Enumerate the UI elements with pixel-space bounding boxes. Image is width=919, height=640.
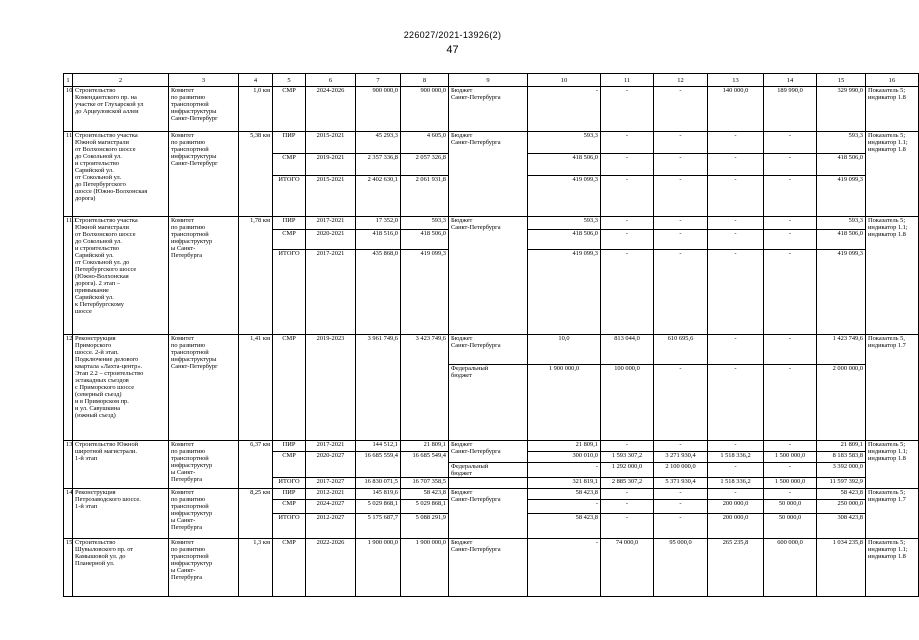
work-type: СМР <box>273 230 306 250</box>
estimated-cost: 435 868,0 <box>356 250 401 335</box>
object-length: 8,25 км <box>239 489 273 539</box>
remaining-cost: 900 000,0 <box>401 87 449 132</box>
funding-value: - <box>654 87 708 132</box>
funding-value: 329 990,0 <box>817 87 866 132</box>
funding-source: Бюджет Санкт-Петербурга <box>449 335 528 365</box>
funding-value: 21 809,1 <box>528 441 601 452</box>
work-type: ПИР <box>273 132 306 154</box>
target-indicator: Показатель 5, индикатор 1.7 <box>866 335 919 441</box>
estimated-cost: 144 512,1 <box>356 441 401 452</box>
funding-value: - <box>654 132 708 154</box>
funding-value: 200 000,0 <box>708 500 764 514</box>
funding-value: - <box>601 176 654 217</box>
remaining-cost: 5 029 868,1 <box>401 500 449 514</box>
funding-value: 8 183 583,8 <box>817 452 866 463</box>
col-number: 5 <box>273 74 306 87</box>
funding-value: - <box>601 87 654 132</box>
row-number: 12 <box>64 335 73 441</box>
funding-value: 1 500 000,0 <box>764 478 817 489</box>
document-code: 226027/2021-13926(2) <box>403 30 502 40</box>
target-indicator: Показатель 5; индикатор 1.1; индикатор 1.8 <box>866 132 919 217</box>
responsible-org: Комитет по развитию транспортной инфраструктуры Санкт-Петербург <box>169 132 239 217</box>
funding-value: - <box>601 154 654 176</box>
col-number: 15 <box>817 74 866 87</box>
col-number: 2 <box>73 74 169 87</box>
funding-value: 593,3 <box>817 132 866 154</box>
funding-value: - <box>654 176 708 217</box>
estimated-cost: 17 352,0 <box>356 217 401 230</box>
funding-value: - <box>764 463 817 478</box>
object-length: 1,3 км <box>239 539 273 597</box>
funding-value: 419 099,3 <box>528 250 601 335</box>
funding-value: 600 000,0 <box>764 539 817 597</box>
funding-value: 50 000,0 <box>764 514 817 539</box>
work-period: 2020-2027 <box>306 452 356 478</box>
funding-value: 58 423,8 <box>817 489 866 500</box>
col-number: 14 <box>764 74 817 87</box>
funding-value: - <box>601 500 654 514</box>
funding-value: - <box>528 500 601 514</box>
target-indicator: Показатель 5; индикатор 1.1; индикатор 1.8 <box>866 539 919 597</box>
col-number: 1 <box>64 74 73 87</box>
object-length: 5,38 км <box>239 132 273 217</box>
funding-source: Бюджет Санкт-Петербурга <box>449 217 528 335</box>
remaining-cost: 21 809,1 <box>401 441 449 452</box>
funding-value: 1 034 235,8 <box>817 539 866 597</box>
funding-value: 50 000,0 <box>764 500 817 514</box>
object-length: 1,41 км <box>239 335 273 441</box>
funding-value: 10,0 <box>528 335 601 365</box>
funding-value: - <box>601 250 654 335</box>
object-length: 1,78 км <box>239 217 273 335</box>
estimated-cost: 16 685 559,4 <box>356 452 401 478</box>
funding-value: 418 506,0 <box>528 230 601 250</box>
funding-value: - <box>764 250 817 335</box>
row-number: 11 <box>64 132 73 217</box>
work-period: 2015-2021 <box>306 132 356 154</box>
object-name: Строительство участка Южной магистрали от Волхонского шоссе до Сокольной ул. и строительство Сарийской ул. от Сокольной ул. до Петербургского шоссе (Южно-Волхонская дорога) <box>73 132 169 217</box>
col-number: 4 <box>239 74 273 87</box>
funding-source: Бюджет Санкт-Петербурга <box>449 132 528 217</box>
work-period: 2017-2027 <box>306 478 356 489</box>
work-period: 2022-2026 <box>306 539 356 597</box>
funding-value: - <box>654 217 708 230</box>
funding-value: 140 000,0 <box>708 87 764 132</box>
work-type: ИТОГО <box>273 478 306 489</box>
funding-value: - <box>654 489 708 500</box>
row-number: 14 <box>64 489 73 539</box>
funding-value: 321 819,1 <box>528 478 601 489</box>
funding-value: 418 506,0 <box>817 154 866 176</box>
funding-value: 593,3 <box>817 217 866 230</box>
funding-value: 418 506,0 <box>817 230 866 250</box>
work-period: 2017-2021 <box>306 217 356 230</box>
funding-value: 308 423,8 <box>817 514 866 539</box>
work-type: ПИР <box>273 217 306 230</box>
funding-value: - <box>601 514 654 539</box>
target-indicator: Показатель 5; индикатор 1.1; индикатор 1.8 <box>866 441 919 489</box>
funding-value: 1 423 749,6 <box>817 335 866 365</box>
col-number: 16 <box>866 74 919 87</box>
funding-value: - <box>654 365 708 441</box>
estimated-cost: 5 029 868,1 <box>356 500 401 514</box>
table-row <box>64 441 919 452</box>
work-period: 2017-2021 <box>306 250 356 335</box>
object-length: 1,0 км <box>239 87 273 132</box>
row-number: 15 <box>64 539 73 597</box>
col-number: 8 <box>401 74 449 87</box>
remaining-cost: 16 707 358,5 <box>401 478 449 489</box>
funding-value: - <box>708 132 764 154</box>
table-row <box>64 489 919 500</box>
funding-value: - <box>654 250 708 335</box>
funding-value: 813 044,0 <box>601 335 654 365</box>
funding-source: Федеральный бюджет <box>449 365 528 441</box>
funding-value: 200 000,0 <box>708 514 764 539</box>
object-name: Строительство Южной широтной магистрали. 1-й этап <box>73 441 169 489</box>
work-period: 2020-2021 <box>306 230 356 250</box>
remaining-cost: 5 088 291,9 <box>401 514 449 539</box>
funding-value: 593,3 <box>528 217 601 230</box>
table-row <box>64 217 919 230</box>
estimated-cost: 2 402 630,1 <box>356 176 401 217</box>
estimated-cost: 45 293,3 <box>356 132 401 154</box>
col-number: 6 <box>306 74 356 87</box>
funding-value: - <box>708 230 764 250</box>
funding-value: 1 500 000,0 <box>764 452 817 463</box>
funding-value: 1 593 307,2 <box>601 452 654 463</box>
table-row <box>64 132 919 154</box>
funding-value: - <box>601 489 654 500</box>
funding-value: - <box>764 335 817 365</box>
col-number: 9 <box>449 74 528 87</box>
remaining-cost: 3 423 749,6 <box>401 335 449 441</box>
responsible-org: Комитет по развитию транспортной инфраструктур ы Санкт- Петербурга <box>169 489 239 539</box>
funding-value: 2 000 000,0 <box>817 365 866 441</box>
funding-value: - <box>708 489 764 500</box>
object-length: 6,37 км <box>239 441 273 489</box>
funding-value: 11 597 392,9 <box>817 478 866 489</box>
page-number: 47 <box>446 44 459 56</box>
work-period: 2012-2021 <box>306 489 356 500</box>
row-number: 10 <box>64 87 73 132</box>
remaining-cost: 4 605,0 <box>401 132 449 154</box>
work-period: 2024-2027 <box>306 500 356 514</box>
funding-value: - <box>601 217 654 230</box>
responsible-org: Комитет по развитию транспортной инфраструктур ы Санкт- Петербурга <box>169 539 239 597</box>
row-number: 11.1 <box>64 217 73 335</box>
funding-value: 58 423,8 <box>528 514 601 539</box>
funding-value: - <box>601 441 654 452</box>
remaining-cost: 2 057 326,8 <box>401 154 449 176</box>
funding-value: - <box>601 230 654 250</box>
work-period: 2015-2021 <box>306 176 356 217</box>
funding-value: 74 000,0 <box>601 539 654 597</box>
work-period: 2012-2027 <box>306 514 356 539</box>
work-period: 2017-2021 <box>306 441 356 452</box>
work-type: СМР <box>273 452 306 478</box>
work-type: ИТОГО <box>273 514 306 539</box>
funding-value: - <box>654 514 708 539</box>
work-type: ИТОГО <box>273 176 306 217</box>
estimated-cost: 1 900 000,0 <box>356 539 401 597</box>
col-number: 7 <box>356 74 401 87</box>
responsible-org: Комитет по развитию транспортной инфраструктур ы Санкт- Петербурга <box>169 217 239 335</box>
estimated-cost: 145 819,6 <box>356 489 401 500</box>
work-type: СМР <box>273 87 306 132</box>
column-numbers-row <box>64 74 919 87</box>
object-name: Реконструкция Приморского шоссе. 2-й этап. Подключение делового квартала «Лахта-центр». Этап 2.2 – строительство эстакадных съездов с Приморского шоссе (северный съезд) и в Приморском пр. и ул. Савушкина (южный съезд) <box>73 335 169 441</box>
funding-value: 95 000,0 <box>654 539 708 597</box>
funding-value: - <box>708 365 764 441</box>
funding-value: - <box>708 463 764 478</box>
row-number: 13 <box>64 441 73 489</box>
col-number: 10 <box>528 74 601 87</box>
funding-value: - <box>764 441 817 452</box>
funding-source: Бюджет Санкт-Петербурга <box>449 539 528 597</box>
work-type: СМР <box>273 539 306 597</box>
funding-value: - <box>764 230 817 250</box>
estimated-cost: 2 357 336,8 <box>356 154 401 176</box>
estimated-cost: 16 830 071,5 <box>356 478 401 489</box>
funding-value: 1 900 000,0 <box>528 365 601 441</box>
work-type: СМР <box>273 500 306 514</box>
funding-value: - <box>528 539 601 597</box>
funding-value: - <box>654 154 708 176</box>
funding-source: Бюджет Санкт-Петербурга <box>449 489 528 539</box>
funding-value: 419 099,3 <box>528 176 601 217</box>
funding-value: 2 885 307,2 <box>601 478 654 489</box>
work-type: СМР <box>273 335 306 441</box>
funding-value: 419 099,3 <box>817 176 866 217</box>
col-number: 3 <box>169 74 239 87</box>
remaining-cost: 58 423,8 <box>401 489 449 500</box>
funding-value: - <box>764 365 817 441</box>
funding-value: - <box>654 500 708 514</box>
target-indicator: Показатель 5; индикатор 1.1; индикатор 1.8 <box>866 217 919 335</box>
table-row <box>64 335 919 365</box>
funding-value: 419 099,3 <box>817 250 866 335</box>
remaining-cost: 419 099,3 <box>401 250 449 335</box>
funding-value: 189 990,0 <box>764 87 817 132</box>
work-period: 2019-2021 <box>306 154 356 176</box>
funding-value: - <box>708 176 764 217</box>
funding-value: - <box>708 217 764 230</box>
work-period: 2019-2023 <box>306 335 356 441</box>
funding-value: 300 010,0 <box>528 452 601 463</box>
remaining-cost: 2 061 931,8 <box>401 176 449 217</box>
object-name: Строительство Шувыловского пр. от Камышовой ул. до Планерной ул. <box>73 539 169 597</box>
program-table <box>63 73 919 597</box>
funding-value: 1 292 000,0 <box>601 463 654 478</box>
funding-source: Бюджет Санкт-Петербурга <box>449 87 528 132</box>
funding-value: - <box>764 489 817 500</box>
funding-value: 3 392 000,0 <box>817 463 866 478</box>
work-type: ПИР <box>273 489 306 500</box>
funding-source: Бюджет Санкт-Петербурга <box>449 441 528 463</box>
responsible-org: Комитет по развитию транспортной инфраструктуры Санкт-Петербург <box>169 87 239 132</box>
funding-value: - <box>764 217 817 230</box>
funding-value: - <box>708 441 764 452</box>
work-type: СМР <box>273 154 306 176</box>
col-number: 11 <box>601 74 654 87</box>
estimated-cost: 3 961 749,6 <box>356 335 401 441</box>
funding-value: - <box>708 250 764 335</box>
funding-value: 593,3 <box>528 132 601 154</box>
funding-value: - <box>708 154 764 176</box>
responsible-org: Комитет по развитию транспортной инфраструктур ы Санкт- Петербурга <box>169 441 239 489</box>
work-period: 2024-2026 <box>306 87 356 132</box>
object-name: Строительство Комендантского пр. на участке от Глухарской ул до Арцеуловской аллеи <box>73 87 169 132</box>
funding-value: - <box>764 176 817 217</box>
target-indicator: Показатель 5; индикатор 1.8 <box>866 87 919 132</box>
funding-value: - <box>764 154 817 176</box>
funding-source: Федеральный бюджет <box>449 463 528 478</box>
remaining-cost: 593,3 <box>401 217 449 230</box>
work-type: ИТОГО <box>273 250 306 335</box>
funding-value: 2 100 000,0 <box>654 463 708 478</box>
funding-source-empty <box>449 478 528 489</box>
funding-value: - <box>528 463 601 478</box>
funding-value: 3 271 930,4 <box>654 452 708 463</box>
object-name: Реконструкция Петрозаводского шоссе. 1-й этап <box>73 489 169 539</box>
object-name: Строительство участка Южной магистрали от Волхонского шоссе до Сокольной ул. и строительство Сарийской ул. от Сокольной ул. до Петербургского шоссе (Южно-Волхонская дорога). 2 этап – примыкание Сарийской ул. к Петербургскому шоссе <box>73 217 169 335</box>
funding-value: 5 371 930,4 <box>654 478 708 489</box>
funding-value: - <box>764 132 817 154</box>
funding-value: - <box>654 230 708 250</box>
funding-value: 1 518 336,2 <box>708 452 764 463</box>
col-number: 13 <box>708 74 764 87</box>
remaining-cost: 16 685 549,4 <box>401 452 449 478</box>
estimated-cost: 5 175 687,7 <box>356 514 401 539</box>
funding-value: - <box>528 87 601 132</box>
funding-value: 265 235,8 <box>708 539 764 597</box>
table-row <box>64 539 919 597</box>
funding-value: - <box>708 335 764 365</box>
funding-value: 100 000,0 <box>601 365 654 441</box>
responsible-org: Комитет по развитию транспортной инфраструктуры Санкт-Петербург <box>169 335 239 441</box>
funding-value: 1 518 336,2 <box>708 478 764 489</box>
remaining-cost: 418 506,0 <box>401 230 449 250</box>
estimated-cost: 900 000,0 <box>356 87 401 132</box>
funding-value: 610 695,6 <box>654 335 708 365</box>
funding-value: 418 506,0 <box>528 154 601 176</box>
funding-value: - <box>601 132 654 154</box>
funding-value: 21 809,1 <box>817 441 866 452</box>
table-row <box>64 87 919 132</box>
target-indicator: Показатель 5; индикатор 1.7 <box>866 489 919 539</box>
funding-value: - <box>654 441 708 452</box>
funding-value: 58 423,8 <box>528 489 601 500</box>
remaining-cost: 1 900 000,0 <box>401 539 449 597</box>
estimated-cost: 418 516,0 <box>356 230 401 250</box>
col-number: 12 <box>654 74 708 87</box>
work-type: ПИР <box>273 441 306 452</box>
funding-value: 250 000,0 <box>817 500 866 514</box>
